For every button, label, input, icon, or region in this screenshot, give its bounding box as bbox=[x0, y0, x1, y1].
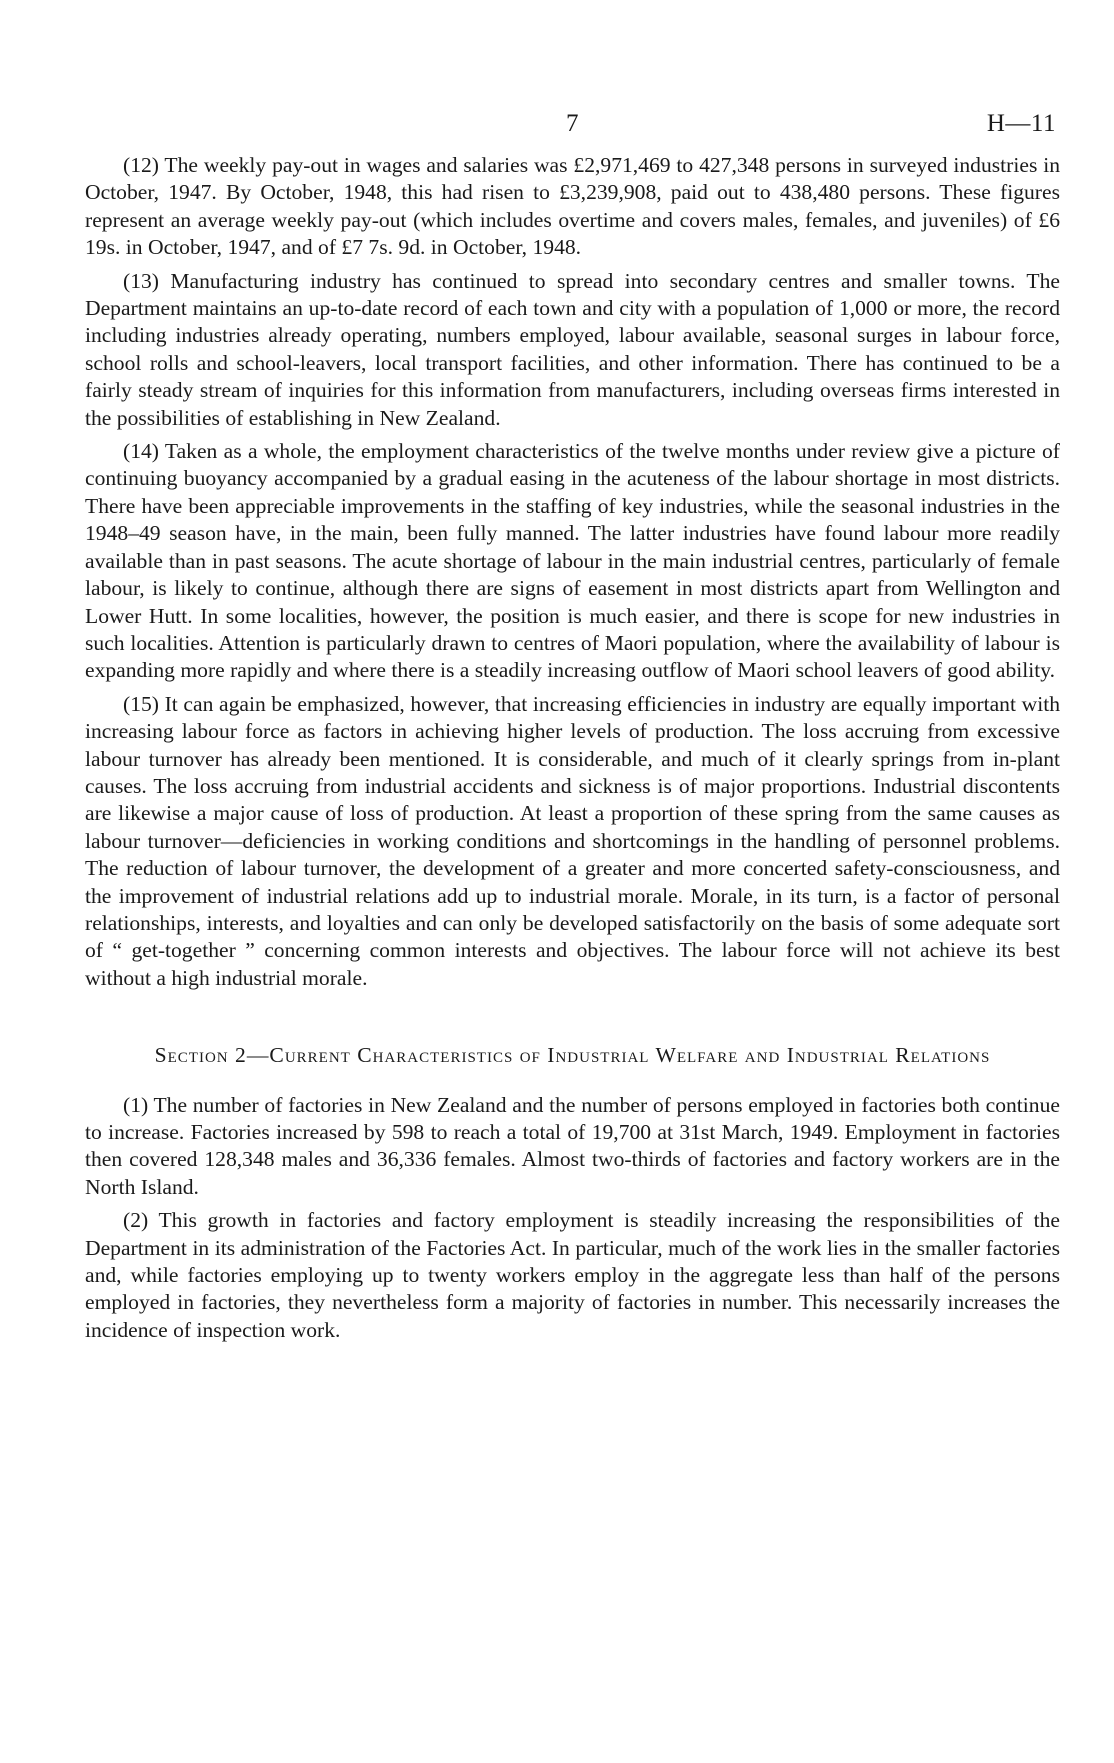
body-text bbox=[85, 152, 1060, 1344]
document-reference: H—11 bbox=[986, 110, 1056, 137]
section-2-paragraph-1: (1) The number of factories in New Zealand and the number of persons employed in factories both continue to increase. Factories increased by 598 to reach a total of 19,700 at 31st March, 1949. Employment in factories then covered 128,348 males and 36,336 females. Almost two-thirds of factories and factory workers are in the North Island. bbox=[85, 1092, 1060, 1199]
running-header bbox=[85, 110, 1060, 150]
paragraph-15: (15) It can again be emphasized, however, that increasing efficiencies in industry are equally important with increasing labour force as factors in achieving higher levels of production. The loss accruing from excessive labour turnover has already been mentioned. It is considerable, and much of it clearly springs from in-plant causes. The loss accruing from industrial accidents and sickness is of major proportions. Industrial discontents are likewise a major cause of loss of production. At least a proportion of these spring from the same causes as labour turnover—deficiencies in working conditions and shortcomings in the handling of personnel problems. The reduction of labour turnover, the development of a greater and more concerted safety-consciousness, and the improvement of industrial relations add up to industrial morale. Morale, in its turn, is a factor of personal relationships, interests, and loyalties and can only be developed satisfactorily on the basis of some adequate sort of “ get-together ” concerning common interests and objectives. The labour force will not achieve its best without a high industrial morale. bbox=[85, 691, 1060, 990]
paragraph-14: (14) Taken as a whole, the employment characteristics of the twelve months under review give a picture of continuing buoyancy accompanied by a gradual easing in the acuteness of the labour shortage in most districts. There have been appreciable improvements in the staffing of key industries, while the seasonal industries in the 1948–49 season have, in the main, been fully manned. The latter industries have found labour more readily available than in past seasons. The acute shortage of labour in the main industrial centres, particularly of female labour, is likely to continue, although there are signs of easement in most districts apart from Wellington and Lower Hutt. In some localities, however, the position is much easier, and there is scope for new industries in such localities. Attention is particularly drawn to centres of Maori population, where the availability of labour is expanding more rapidly and where there is a steadily increasing outflow of Maori school leavers of good ability. bbox=[85, 439, 1060, 683]
section-2-paragraph-2: (2) This growth in factories and factory employment is steadily increasing the responsibilities of the Department in its administration of the Factories Act. In particular, much of the work lies in the smaller factories and, while factories employing up to twenty workers employ in the aggregate less than half of the persons employed in factories, they nevertheless form a majority of factories in number. This necessarily increases the incidence of inspection work. bbox=[85, 1208, 1060, 1342]
page-number: 7 bbox=[566, 110, 579, 137]
document-page bbox=[85, 110, 1060, 1720]
paragraph-13: (13) Manufacturing industry has continued to spread into secondary centres and smaller towns. The Department maintains an up-to-date record of each town and city with a population of 1,000 or more, the record including industries already operating, numbers employed, labour available, seasonal surges in labour force, school rolls and school-leavers, local transport facilities, and other information. There has continued to be a fairly steady stream of inquiries for this information from manufacturers, including overseas firms interested in the possibilities of establishing in New Zealand. bbox=[85, 268, 1060, 430]
paragraph-12: (12) The weekly pay-out in wages and salaries was £2,971,469 to 427,348 persons in surveyed industries in October, 1947. By October, 1948, this had risen to £3,239,908, paid out to 438,480 persons. These figures represent an average weekly pay-out (which includes overtime and covers males, females, and juveniles) of £6 19s. in October, 1947, and of £7 7s. 9d. in October, 1948. bbox=[85, 153, 1060, 260]
section-heading: Section 2—Current Characteristics of Industrial Welfare and Industrial Relations bbox=[154, 1043, 991, 1068]
